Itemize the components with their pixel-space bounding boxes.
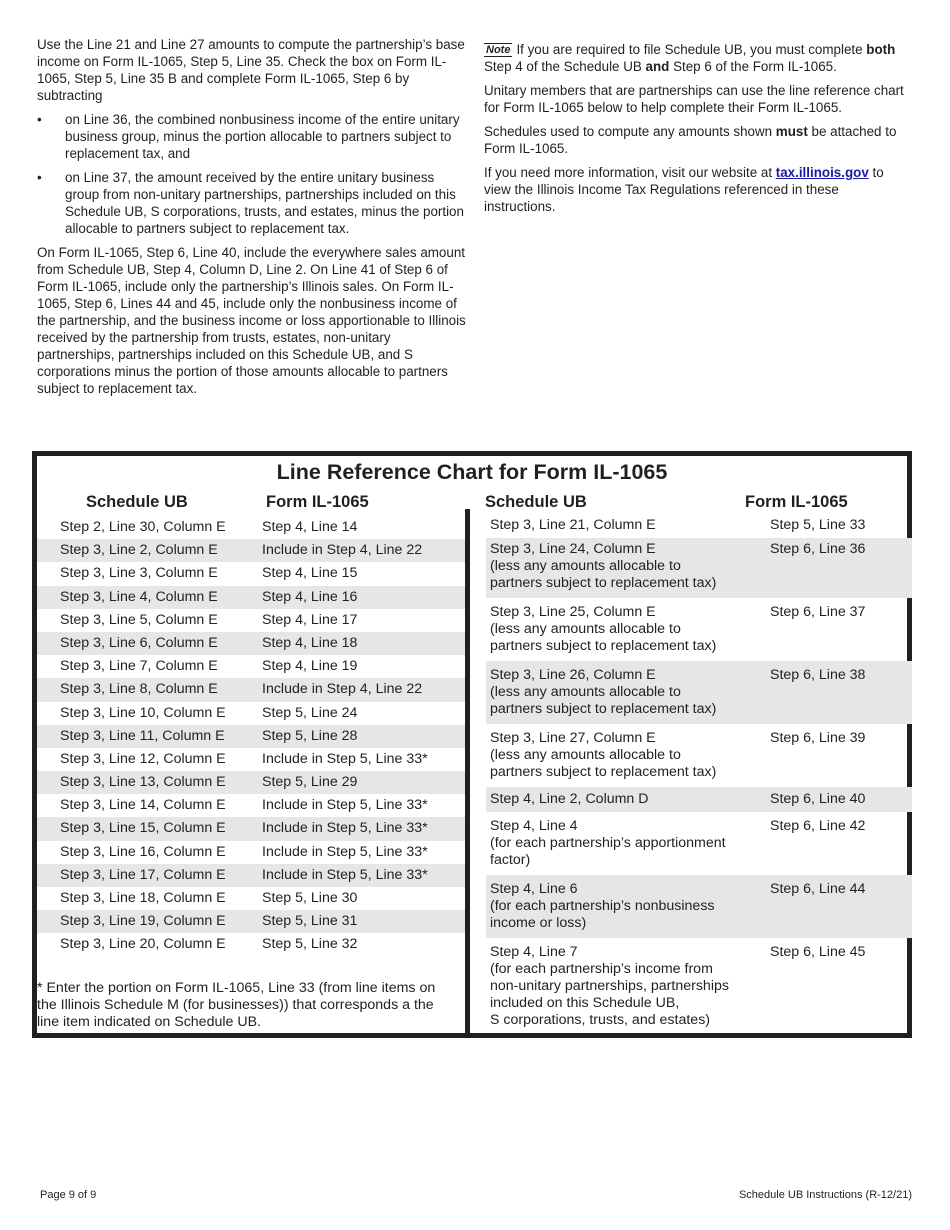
schedule-ub-cell: Step 3, Line 10, Column E <box>60 704 226 721</box>
cell-line: Step 3, Line 26, Column E <box>490 667 656 683</box>
schedule-ub-cell: Step 3, Line 14, Column E <box>60 797 226 814</box>
left-text-column <box>37 36 467 404</box>
form-il-1065-cell: Step 4, Line 18 <box>262 634 358 651</box>
cell-line: factor) <box>490 852 531 868</box>
cell-line: (for each partnership’s nonbusiness <box>490 898 715 914</box>
table-row <box>37 586 465 609</box>
must-emphasis: must <box>775 124 808 139</box>
list-item: • on Line 37, the amount received by the entire unitary business group from non-unitary partnerships, partnerships included on this Schedule UB, S corporations, trusts, and estates, minus the portion allocable to partners subject to replacement tax. <box>37 169 467 237</box>
unitary-paragraph: Unitary members that are partnerships can use the line reference chart for Form IL-1065 below to help complete their Form IL-1065. <box>484 83 904 115</box>
table-row <box>37 725 465 748</box>
form-il-1065-cell: Include in Step 5, Line 33* <box>262 750 428 767</box>
form-il-1065-cell: Include in Step 4, Line 22 <box>262 681 423 698</box>
form-il-1065-cell: Include in Step 5, Line 33* <box>262 797 428 814</box>
table-row <box>37 678 465 701</box>
table-row <box>37 562 465 585</box>
cell-line: (less any amounts allocable to <box>490 747 681 763</box>
column-divider <box>465 509 470 1033</box>
note-text: If you are required to file Schedule UB, you must complete <box>516 42 867 57</box>
schedule-ub-cell <box>490 791 770 808</box>
schedule-ub-cell: Step 3, Line 2, Column E <box>60 542 218 559</box>
table-row <box>37 748 465 771</box>
form-il-1065-cell: Step 6, Line 37 <box>770 604 866 620</box>
cell-line: Step 4, Line 7 <box>490 944 578 960</box>
cell-line: (less any amounts allocable to <box>490 558 681 574</box>
cell-line: Step 3, Line 25, Column E <box>490 604 656 620</box>
note-text: Step 6 of the Form IL-1065. <box>669 59 837 74</box>
footnote <box>37 980 457 1031</box>
cell-line: (less any amounts allocable to <box>490 621 681 637</box>
right-header-form: Form IL-1065 <box>745 493 848 511</box>
form-il-1065-cell: Step 6, Line 42 <box>770 818 866 834</box>
table-row <box>37 539 465 562</box>
table-row <box>37 887 465 910</box>
schedule-ub-cell: Step 3, Line 19, Column E <box>60 913 226 930</box>
cell-line: Step 4, Line 4 <box>490 818 578 834</box>
table-row <box>486 724 912 787</box>
form-il-1065-cell: Step 4, Line 14 <box>262 519 358 535</box>
form-il-1065-cell: Include in Step 5, Line 33* <box>262 820 428 837</box>
form-il-1065-cell: Step 5, Line 33 <box>770 517 866 533</box>
page-number: Page 9 of 9 <box>40 1189 97 1201</box>
form-il-1065-cell: Step 6, Line 45 <box>770 944 866 960</box>
note-emphasis: and <box>645 59 670 74</box>
table-row <box>486 598 912 661</box>
table-row <box>486 661 912 724</box>
form-il-1065-cell: Step 5, Line 28 <box>262 727 358 744</box>
form-il-1065-cell: Step 5, Line 32 <box>262 936 358 953</box>
table-row <box>37 910 465 933</box>
website-link[interactable]: tax.illinois.gov <box>775 165 869 180</box>
cell-line: (for each partnership’s apportionment <box>490 835 726 851</box>
info-text: If you need more information, visit our website at <box>484 165 776 180</box>
note-text: Step 4 of the Schedule UB <box>484 59 646 74</box>
form-il-1065-cell: Include in Step 4, Line 22 <box>262 542 423 559</box>
cell-line: Step 3, Line 24, Column E <box>490 541 656 557</box>
info-text: to view the Illinois Income Tax Regulations referenced in these instructions. <box>484 165 884 214</box>
note-paragraph <box>484 41 909 75</box>
intro-paragraph: Use the Line 21 and Line 27 amounts to compute the partnership’s base income on Form IL-1065, Step 5, Line 35. Check the box on Form IL-1065, Step 5, Line 35 B and complete Form IL-1065, Step 6 by subtracting <box>37 37 465 103</box>
right-header-schedule-ub: Schedule UB <box>485 493 587 511</box>
schedule-ub-cell: Step 3, Line 15, Column E <box>60 820 226 837</box>
schedule-ub-cell: Step 3, Line 20, Column E <box>60 936 226 953</box>
table-row <box>486 875 912 938</box>
schedule-ub-cell: Step 3, Line 18, Column E <box>60 890 226 906</box>
line-reference-chart <box>32 451 912 1038</box>
schedule-ub-cell <box>490 944 770 1029</box>
table-row <box>37 864 465 887</box>
cell-line: included on this Schedule UB, <box>490 995 680 1011</box>
left-reference-table <box>37 516 465 957</box>
cell-line: partners subject to replacement tax) <box>490 764 717 780</box>
schedule-ub-cell <box>490 604 770 655</box>
form-il-1065-cell: Step 4, Line 16 <box>262 588 358 605</box>
cell-line: income or loss) <box>490 915 587 931</box>
table-row <box>37 516 465 539</box>
form-il-1065-cell: Step 6, Line 44 <box>770 881 866 897</box>
schedule-ub-cell <box>490 517 770 534</box>
form-il-1065-cell: Step 5, Line 31 <box>262 913 358 930</box>
form-il-1065-cell: Step 6, Line 40 <box>770 791 866 807</box>
table-row <box>37 933 465 956</box>
table-row <box>37 794 465 817</box>
subtraction-list <box>37 111 467 237</box>
left-header-form: Form IL-1065 <box>266 493 369 511</box>
form-il-1065-cell: Step 6, Line 36 <box>770 541 866 557</box>
schedule-ub-cell: Step 3, Line 8, Column E <box>60 681 218 698</box>
table-row <box>486 514 912 538</box>
table-row <box>486 538 912 598</box>
table-row <box>37 817 465 840</box>
right-reference-table <box>486 514 912 1035</box>
form-il-1065-cell: Step 5, Line 30 <box>262 890 358 906</box>
cell-line: partners subject to replacement tax) <box>490 701 717 717</box>
form-il-1065-cell: Step 6, Line 38 <box>770 667 866 683</box>
schedule-ub-cell: Step 3, Line 12, Column E <box>60 750 226 767</box>
form-il-1065-cell: Include in Step 5, Line 33* <box>262 866 428 883</box>
document-id: Schedule UB Instructions (R-12/21) <box>738 1189 912 1201</box>
cell-line: Step 4, Line 6 <box>490 881 578 897</box>
info-paragraph <box>484 164 909 215</box>
cell-line: partners subject to replacement tax) <box>490 638 717 654</box>
footnote-marker: * <box>37 980 43 996</box>
schedules-text: be attached to Form IL-1065. <box>484 124 897 156</box>
cell-line: partners subject to replacement tax) <box>490 575 717 591</box>
table-row <box>37 702 465 725</box>
schedule-ub-cell <box>490 541 770 592</box>
schedule-ub-cell: Step 3, Line 16, Column E <box>60 843 226 860</box>
schedule-ub-cell: Step 3, Line 3, Column E <box>60 565 218 582</box>
chart-title: Line Reference Chart for Form IL-1065 <box>276 460 668 484</box>
form-il-1065-cell: Step 5, Line 29 <box>262 774 358 791</box>
table-row <box>37 632 465 655</box>
footnote-text: Enter the portion on Form IL-1065, Line 33 (from line items on the Illinois Schedule M (for businesses)) that corresponds a the line item indicated on Schedule UB. <box>37 980 436 1030</box>
cell-line: Step 4, Line 2, Column D <box>490 791 649 807</box>
schedule-ub-cell <box>490 818 770 869</box>
form-il-1065-cell: Step 4, Line 19 <box>262 658 358 675</box>
cell-line: S corporations, trusts, and estates) <box>490 1012 711 1028</box>
table-row <box>486 938 912 1035</box>
cell-line: (less any amounts allocable to <box>490 684 681 700</box>
note-icon: Note <box>486 44 511 56</box>
form-il-1065-cell: Step 4, Line 15 <box>262 565 358 582</box>
schedule-ub-cell <box>490 881 770 932</box>
cell-line: Step 3, Line 27, Column E <box>490 730 656 746</box>
table-row <box>37 771 465 794</box>
schedules-text: Schedules used to compute any amounts shown <box>484 124 776 139</box>
form-il-1065-cell: Step 6, Line 39 <box>770 730 866 746</box>
schedule-ub-cell: Step 3, Line 4, Column E <box>60 588 218 605</box>
schedule-ub-cell: Step 3, Line 13, Column E <box>60 774 226 791</box>
form-il-1065-cell: Step 5, Line 24 <box>262 704 358 721</box>
schedule-ub-cell <box>490 667 770 718</box>
schedule-ub-cell: Step 3, Line 11, Column E <box>60 727 225 744</box>
list-item: • on Line 36, the combined nonbusiness income of the entire unitary business group, minus the portion allocable to partners subject to replacement tax, and <box>37 111 467 162</box>
schedule-ub-cell: Step 2, Line 30, Column E <box>60 519 226 535</box>
table-row <box>486 812 912 875</box>
schedule-ub-cell: Step 3, Line 6, Column E <box>60 634 218 651</box>
right-text-column <box>484 41 909 222</box>
table-row <box>37 655 465 678</box>
cell-line: Step 3, Line 21, Column E <box>490 517 656 533</box>
note-emphasis: both <box>866 42 896 57</box>
cell-line: (for each partnership’s income from <box>490 961 713 977</box>
sales-paragraph: On Form IL-1065, Step 6, Line 40, include the everywhere sales amount from Schedule UB, Step 4, Column D, Line 2. On Line 41 of Step 6 of Form IL-1065, include only the partnership’s Illinois sales. On Form IL-1065, Step 6, Lines 44 and 45, include only the nonbusiness income of the partnership, and the business income or loss apportionable to Illinois received by the partnership from trusts, estates, non-unitary partnerships, partnerships included on this Schedule UB, and S corporations minus the portion of those amounts allocable to partners subject to replacement tax. <box>37 245 466 396</box>
cell-line: non-unitary partnerships, partnerships <box>490 978 729 994</box>
form-il-1065-cell: Include in Step 5, Line 33* <box>262 843 428 860</box>
table-row <box>37 841 465 864</box>
table-row <box>37 609 465 632</box>
left-header-schedule-ub: Schedule UB <box>86 493 188 511</box>
schedule-ub-cell: Step 3, Line 5, Column E <box>60 611 218 628</box>
schedule-ub-cell: Step 3, Line 7, Column E <box>60 658 218 675</box>
form-il-1065-cell: Step 4, Line 17 <box>262 611 358 628</box>
schedule-ub-cell <box>490 730 770 781</box>
schedule-ub-cell: Step 3, Line 17, Column E <box>60 866 226 883</box>
table-row <box>486 787 912 812</box>
schedules-paragraph <box>484 123 909 157</box>
